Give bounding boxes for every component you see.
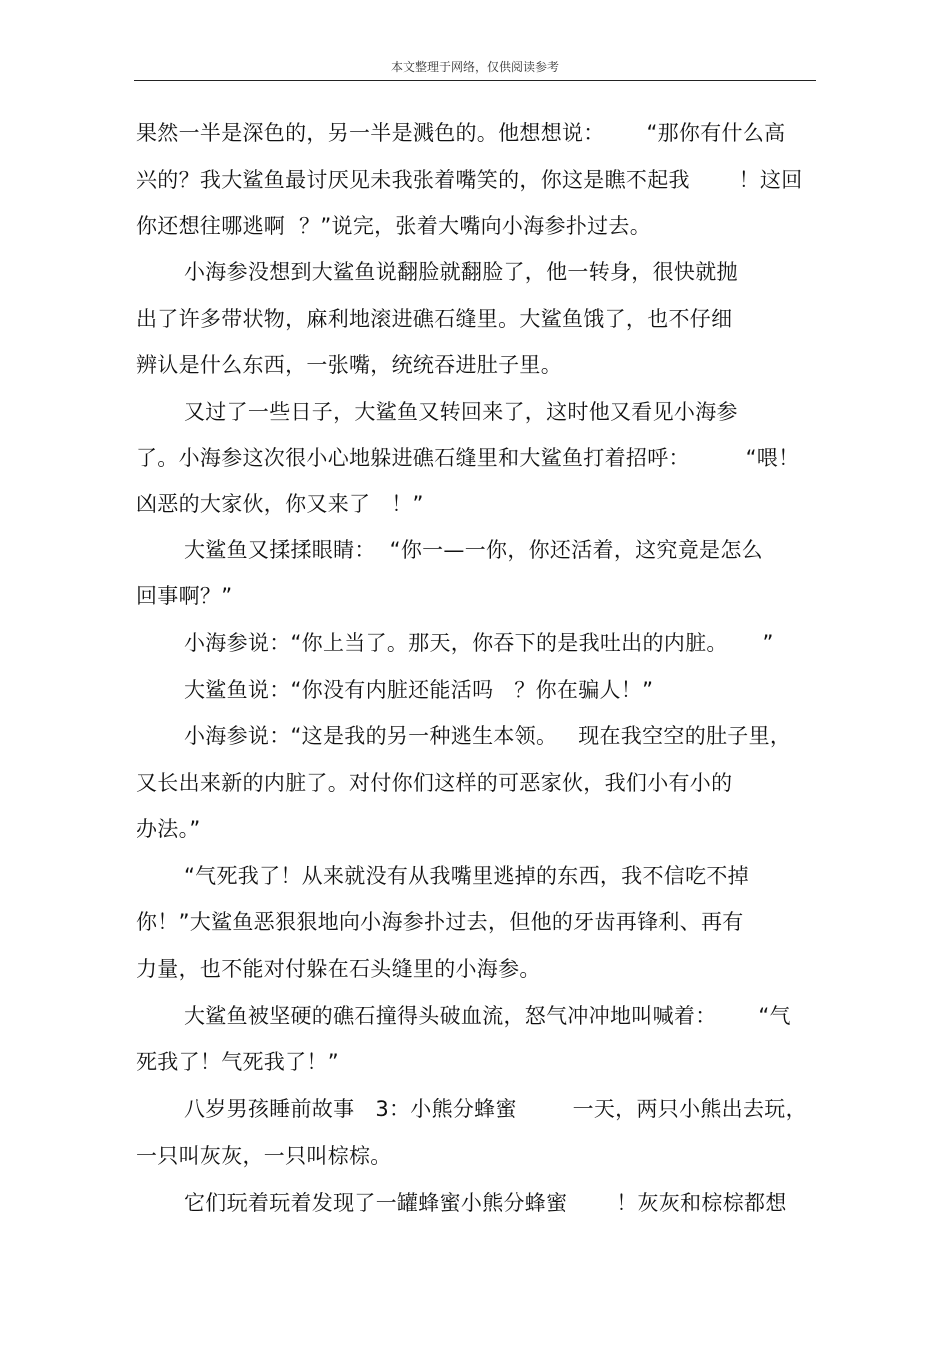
paragraph-first-line: 大鲨鱼又揉揉眼睛： “你一—一你，你还活着，这究竟是怎么 [184, 538, 763, 562]
paragraph-first-line: 它们玩着玩着发现了一罐蜂蜜小熊分蜂蜜 ！灰灰和棕棕都想 [184, 1191, 787, 1215]
body-line: 果然一半是深色的，另一半是溅色的。他想想说： “那你有什么高 [136, 121, 786, 145]
paragraph-first-line: 小海参没想到大鲨鱼说翻脸就翻脸了，他一转身，很快就抛 [184, 260, 738, 284]
body-line: 了。小海参这次很小心地躲进礁石缝里和大鲨鱼打着招呼： “喂！ [136, 446, 800, 470]
page-header: 本文整理于网络，仅供阅读参考 [390, 60, 559, 74]
body-line: 你！”大鲨鱼恶狠狠地向小海参扑过去，但他的牙齿再锋利、再有 [136, 910, 744, 934]
body-line: 你还想往哪逃啊 ？”说完，张着大嘴向小海参扑过去。 [136, 214, 652, 238]
body-line: 兴的？我大鲨鱼最讨厌见未我张着嘴笑的，你这是瞧不起我 ！这回 [136, 168, 803, 192]
paragraph-first-line: 八岁男孩睡前故事 3：小熊分蜂蜜 一天，两只小熊出去玩， [184, 1097, 807, 1121]
paragraph-first-line: 小海参说：“这是我的另一种逃生本领。 现在我空空的肚子里， [184, 724, 792, 748]
paragraph-first-line: 又过了一些日子，大鲨鱼又转回来了，这时他又看见小海参 [184, 400, 738, 424]
paragraph-first-line: 大鲨鱼被坚硬的礁石撞得头破血流，怒气冲冲地叫喊着： “气 [184, 1004, 791, 1028]
paragraph-first-line: “气死我了！从来就没有从我嘴里逃掉的东西，我不信吃不掉 [184, 864, 749, 888]
header-divider [134, 80, 816, 81]
body-line: 又长出来新的内脏了。对付你们这样的可恶家伙，我们小有小的 [136, 771, 733, 795]
body-line: 辨认是什么东西，一张嘴，统统吞进肚子里。 [136, 353, 562, 377]
body-line: 出了许多带状物，麻利地滚进礁石缝里。大鲨鱼饿了，也不仔细 [136, 307, 733, 331]
body-line: 回事啊？” [136, 584, 233, 608]
body-line: 凶恶的大家伙，你又来了 ！” [136, 492, 424, 516]
body-line: 力量，也不能对付躲在石头缝里的小海参。 [136, 957, 541, 981]
paragraph-first-line: 小海参说：“你上当了。那天，你吞下的是我吐出的内脏。 ” [184, 631, 774, 655]
paragraph-first-line: 大鲨鱼说：“你没有内脏还能活吗 ？你在骗人！” [184, 678, 654, 702]
body-line: 办法。” [136, 817, 201, 841]
body-line: 一只叫灰灰，一只叫棕棕。 [136, 1144, 392, 1168]
body-line: 死我了！气死我了！” [136, 1050, 339, 1074]
